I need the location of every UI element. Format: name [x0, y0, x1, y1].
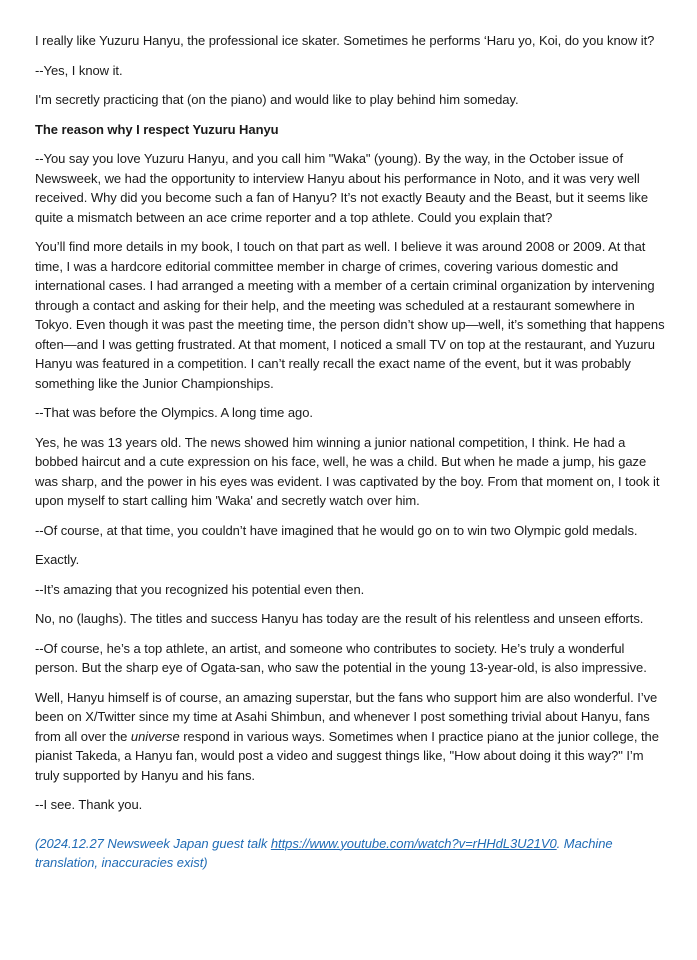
- footer-prefix: (2024.12.27 Newsweek Japan guest talk: [35, 835, 271, 851]
- paragraph-exactly: Exactly.: [35, 552, 80, 567]
- paragraph-top-athlete: --Of course, he’s a top athlete, an artist, and someone who contributes to society. He’s truly a wonderful person. But the sharp eye of Ogata-san, who saw the potential in the young 13-year-old, is also impressive.: [35, 640, 647, 675]
- paragraph-fans-part-2: respond in various ways. Sometimes when I practice piano at the junior college, the pianist Takeda, a Hanyu fan, would post a video and suggest things like, "How about doing it this way?" I’m truly supported by Hanyu and his fans.: [35, 728, 659, 783]
- paragraph-practicing: I'm secretly practicing that (on the piano) and would like to play behind him someday.: [35, 92, 519, 107]
- paragraph-gold-medals: --Of course, at that time, you couldn’t have imagined that he would go on to win two Olympic gold medals.: [35, 522, 638, 538]
- paragraph-fans-emphasis: universe: [130, 728, 180, 744]
- paragraph-question-fan: --You say you love Yuzuru Hanyu, and you call him "Waka" (young). By the way, in the October issue of Newsweek, we had the opportunity to interview Hanyu about his performance in Noto, and it was very well received. Why did you become such a fan of Hanyu? It’s not exactly Beauty and the Beast, but it seems like quite a mismatch between an ace crime reporter and a top athlete. Could you explain that?: [35, 151, 649, 225]
- paragraph-thank-you: --I see. Thank you.: [35, 797, 143, 812]
- paragraph-laughs: No, no (laughs). The titles and success Hanyu has today are the result of his relentless and unseen efforts.: [35, 611, 644, 626]
- section-heading: The reason why I respect Yuzuru Hanyu: [35, 121, 279, 137]
- paragraph-reply-know: --Yes, I know it.: [35, 62, 123, 78]
- paragraph-before-olympics: --That was before the Olympics. A long time ago.: [35, 405, 313, 420]
- source-footer: [35, 834, 669, 873]
- paragraph-13-years: Yes, he was 13 years old. The news showed him winning a junior national competition, I think. He had a bobbed haircut and a cute expression on his face, well, he was a child. But when he made a jump, his gaze was sharp, and the power in his eyes was evident. I was captivated by the boy. From that moment on, I took it upon myself to start calling him 'Waka' and secretly watch over him.: [35, 434, 660, 508]
- paragraph-fans-part-1: Well, Hanyu himself is of course, an amazing superstar, but the fans who support him are also wonderful. I’ve been on X/Twitter since my time at Asahi Shimbun, and whenever I post something trivial about Hanyu, fans from all over the: [35, 689, 658, 744]
- paragraph-answer-book: You’ll find more details in my book, I touch on that part as well. I believe it was around 2008 or 2009. At that time, I was a hardcore editorial committee member in charge of crimes, covering various domestic and international cases. I had arranged a meeting with a member of a certain criminal organization by intervening through a contact and asking for their help, and the meeting was scheduled at a restaurant somewhere in Tokyo. Even though it was past the meeting time, the person didn’t show up—well, it’s something that happens often—and I was getting frustrated. At that moment, I noticed a small TV on top at the restaurant, and Yuzuru Hanyu was featured in a competition. I can’t really recall the exact name of the event, but it was probably something like the Junior Championships.: [35, 239, 665, 391]
- paragraph-fans: [35, 688, 669, 786]
- paragraph-intro: I really like Yuzuru Hanyu, the professional ice skater. Sometimes he performs ‘Haru yo, Koi, do you know it?: [35, 33, 655, 48]
- footer-suffix: . Machine translation, inaccuracies exist): [35, 835, 613, 870]
- paragraph-potential: --It’s amazing that you recognized his potential even then.: [35, 581, 365, 597]
- youtube-link[interactable]: https://www.youtube.com/watch?v=rHHdL3U21V0: [270, 835, 557, 851]
